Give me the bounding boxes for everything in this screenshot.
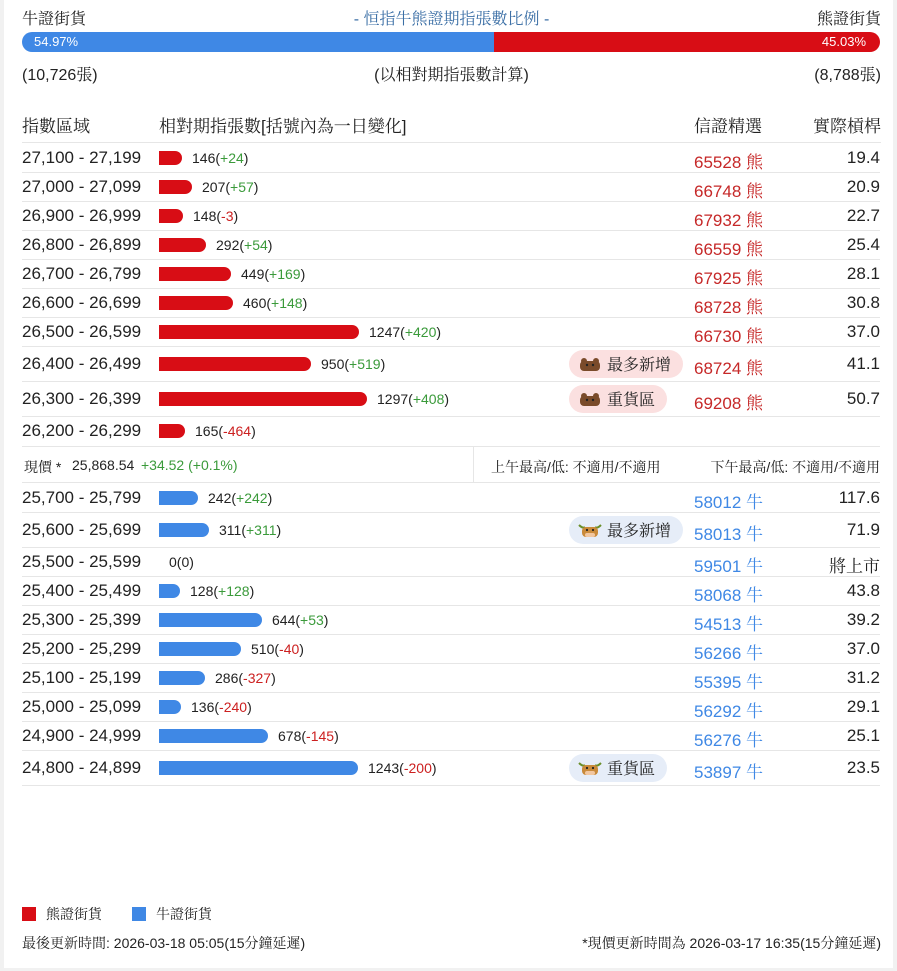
change-text: +57 — [230, 178, 254, 195]
bear-icon — [577, 390, 603, 408]
bear-row — [22, 381, 880, 417]
range-label: 27,100 - 27,199 — [22, 147, 142, 167]
bear-icon — [577, 355, 603, 373]
contract-value: 1243(-200) — [368, 759, 437, 776]
bear-bar — [159, 296, 233, 310]
warrant-code-link[interactable]: 67925 熊 — [694, 268, 763, 288]
change-text: 0 — [181, 553, 190, 570]
warrant-code-link[interactable]: 66559 熊 — [694, 239, 763, 259]
leverage-value: 30.8 — [846, 292, 880, 312]
bear-row — [22, 416, 880, 447]
contract-value: 148(-3) — [193, 207, 239, 224]
bull-bar — [159, 613, 262, 627]
badge-label: 最多新增 — [607, 523, 672, 540]
value-text: 950 — [321, 355, 345, 372]
bear-row — [22, 317, 880, 347]
change-text: +148 — [271, 294, 303, 311]
bull-bar — [159, 491, 198, 505]
bull-bar — [159, 584, 180, 598]
chart-title: - 恒指牛熊證期指張數比例 - — [353, 11, 550, 28]
bull-row — [22, 512, 880, 548]
warrant-code-link[interactable]: 67932 熊 — [694, 210, 763, 230]
bull-icon — [577, 759, 603, 777]
heavy-zone-badge — [569, 754, 667, 782]
bear-legend-label: 熊證街貨 — [46, 906, 102, 922]
bear-row — [22, 201, 880, 231]
price-update: *現價更新時間為 2026-03-17 16:35(15分鐘延遲) — [582, 935, 881, 951]
change-text: +54 — [244, 236, 268, 253]
change-text: +242 — [236, 489, 268, 506]
range-label: 24,800 - 24,899 — [22, 757, 142, 777]
bear-bar — [159, 151, 182, 165]
warrant-code-link[interactable]: 68728 熊 — [694, 297, 763, 317]
contract-value: 460(+148) — [243, 294, 308, 311]
leverage-value: 37.0 — [846, 321, 880, 341]
change-text: +169 — [269, 265, 301, 282]
leverage-value: 23.5 — [846, 757, 880, 777]
warrant-code-link[interactable]: 58068 牛 — [694, 585, 763, 605]
warrant-code-link[interactable]: 66730 熊 — [694, 326, 763, 346]
bear-legend-swatch — [22, 907, 36, 921]
bull-row — [22, 750, 880, 786]
leverage-value: 71.9 — [846, 519, 880, 539]
warrant-code-link[interactable]: 69208 熊 — [694, 393, 763, 413]
contract-value: 0(0) — [169, 553, 194, 570]
contract-value: 286(-327) — [215, 669, 276, 686]
contract-value: 128(+128) — [190, 582, 255, 599]
contract-value: 449(+169) — [241, 265, 306, 282]
contract-value: 292(+54) — [216, 236, 273, 253]
contract-value: 1247(+420) — [369, 323, 442, 340]
value-text: 460 — [243, 294, 267, 311]
contract-value: 950(+519) — [321, 355, 386, 372]
value-text: 286 — [215, 669, 239, 686]
range-label: 26,700 - 26,799 — [22, 263, 142, 283]
range-label: 25,100 - 25,199 — [22, 667, 142, 687]
basis-note: (以相對期指張數計算) — [374, 67, 529, 84]
warrant-code-link[interactable]: 68724 熊 — [694, 358, 763, 378]
value-text: 136 — [191, 698, 215, 715]
bull-row — [22, 721, 880, 751]
change-text: -327 — [243, 669, 272, 686]
range-label: 26,500 - 26,599 — [22, 321, 142, 341]
leverage-value: 50.7 — [846, 388, 880, 408]
bear-ratio-segment: 45.03% — [494, 32, 880, 52]
bear-bar — [159, 325, 359, 339]
value-text: 644 — [272, 611, 296, 628]
change-text: -200 — [403, 759, 432, 776]
bull-label: 牛證街貨 — [22, 11, 87, 28]
change-text: -40 — [279, 640, 300, 657]
leverage-value: 19.4 — [846, 147, 880, 167]
contract-value: 678(-145) — [278, 727, 339, 744]
badge-label: 最多新增 — [607, 357, 672, 374]
value-text: 678 — [278, 727, 302, 744]
change-text: +420 — [404, 323, 437, 340]
range-label: 25,300 - 25,399 — [22, 609, 142, 629]
leverage-value: 43.8 — [846, 580, 880, 600]
range-label: 26,200 - 26,299 — [22, 421, 142, 440]
bull-legend-label: 牛證街貨 — [156, 906, 212, 922]
current-price: 25,868.54 — [72, 457, 135, 473]
warrant-code-link[interactable]: 56266 牛 — [694, 643, 763, 663]
bull-row — [22, 634, 880, 664]
range-label: 25,000 - 25,099 — [22, 696, 142, 716]
bull-icon — [577, 521, 603, 539]
leverage-value: 41.1 — [846, 353, 880, 373]
warrant-code-link[interactable]: 65528 熊 — [694, 152, 763, 172]
warrant-code-link[interactable]: 56292 牛 — [694, 701, 763, 721]
range-label: 26,600 - 26,699 — [22, 292, 142, 312]
warrant-code-link[interactable]: 56276 牛 — [694, 730, 763, 750]
bear-bar — [159, 209, 183, 223]
change-text: +311 — [246, 521, 277, 538]
last-update: 最後更新時間: 2026-03-18 05:05(15分鐘延遲) — [22, 935, 306, 951]
ratio-bar — [22, 32, 880, 52]
heavy-zone-badge — [569, 385, 667, 413]
col-contracts: 相對期指張數[括號內為一日變化] — [159, 117, 407, 136]
change-text: -3 — [221, 207, 234, 224]
change-text: +408 — [412, 390, 445, 407]
most-new-badge — [569, 350, 683, 378]
leverage-value: 20.9 — [846, 176, 880, 196]
am-high-low: 上午最高/低: 不適用/不適用 — [491, 459, 661, 475]
value-text: 1247 — [369, 323, 401, 340]
divider — [473, 446, 474, 482]
contract-value: 311(+311) — [219, 521, 282, 538]
range-label: 24,900 - 24,999 — [22, 725, 142, 745]
range-label: 25,500 - 25,599 — [22, 551, 142, 571]
range-label: 27,000 - 27,099 — [22, 176, 142, 196]
warrant-code-link[interactable]: 54513 牛 — [694, 614, 763, 634]
contract-value: 1297(+408) — [377, 390, 450, 407]
change-text: -240 — [219, 698, 248, 715]
bull-row — [22, 605, 880, 635]
bull-bar — [159, 700, 181, 714]
bull-ratio-segment: 54.97% — [22, 32, 494, 52]
leverage-value: 39.2 — [846, 609, 880, 629]
leverage-value: 37.0 — [846, 638, 880, 658]
current-label: 現價 * — [24, 459, 62, 475]
change-text: +53 — [300, 611, 324, 628]
value-text: 311 — [219, 521, 242, 538]
table-header — [22, 112, 881, 143]
value-text: 165 — [195, 423, 219, 439]
value-text: 0 — [169, 553, 177, 570]
change-text: +519 — [349, 355, 381, 372]
value-text: 146 — [192, 149, 216, 166]
range-label: 25,400 - 25,499 — [22, 580, 142, 600]
bear-bar — [159, 357, 311, 371]
range-label: 26,900 - 26,999 — [22, 205, 142, 225]
bear-label: 熊證街貨 — [816, 11, 881, 28]
value-text: 148 — [193, 207, 217, 224]
bull-row — [22, 692, 880, 722]
bull-bar — [159, 729, 268, 743]
bull-row — [22, 547, 880, 577]
bull-legend-swatch — [132, 907, 146, 921]
bear-bar — [159, 267, 231, 281]
col-pick: 信證精選 — [694, 117, 762, 136]
leverage-value: 31.2 — [846, 667, 880, 687]
bear-bar — [159, 424, 185, 438]
bear-row — [22, 346, 880, 382]
bull-row — [22, 483, 880, 513]
warrant-code-link[interactable]: 53897 牛 — [694, 762, 763, 782]
ratio-header — [22, 6, 881, 28]
leverage-value: 25.1 — [846, 725, 880, 745]
leverage-value: 29.1 — [846, 696, 880, 716]
bear-row — [22, 143, 880, 173]
badge-label: 重貨區 — [607, 392, 656, 409]
bull-row — [22, 576, 880, 606]
value-text: 510 — [251, 640, 275, 657]
value-text: 1297 — [377, 390, 409, 407]
leverage-value: 22.7 — [846, 205, 880, 225]
bull-bar — [159, 642, 241, 656]
bear-bar — [159, 392, 367, 406]
contract-value: 242(+242) — [208, 489, 273, 506]
col-range: 指數區域 — [22, 117, 90, 136]
leverage-value: 117.6 — [838, 487, 880, 507]
value-text: 1243 — [368, 759, 400, 776]
bear-bar — [159, 238, 206, 252]
bull-bar — [159, 761, 358, 775]
warrant-code-link[interactable]: 55395 牛 — [694, 672, 763, 692]
contract-value: 644(+53) — [272, 611, 329, 628]
bear-row — [22, 172, 880, 202]
col-leverage: 實際槓桿 — [813, 117, 881, 136]
change-text: -464 — [223, 423, 252, 439]
bull-row — [22, 663, 880, 693]
current-change: +34.52 (+0.1%) — [141, 457, 238, 473]
most-new-badge — [569, 516, 683, 544]
bull-count: (10,726張) — [22, 67, 98, 84]
bear-row — [22, 288, 880, 318]
badge-label: 重貨區 — [607, 761, 656, 778]
change-text: -145 — [306, 727, 335, 744]
value-text: 207 — [202, 178, 226, 195]
range-label: 26,800 - 26,899 — [22, 234, 142, 254]
contract-value: 510(-40) — [251, 640, 304, 657]
bear-row — [22, 230, 880, 260]
value-text: 449 — [241, 265, 265, 282]
contract-value: 146(+24) — [192, 149, 249, 166]
leverage-value: 28.1 — [846, 263, 880, 283]
pm-high-low: 下午最高/低: 不適用/不適用 — [710, 459, 880, 475]
leverage-value: 將上市 — [829, 556, 880, 576]
value-text: 292 — [216, 236, 240, 253]
bull-bar — [159, 523, 209, 537]
range-label: 26,400 - 26,499 — [22, 353, 142, 373]
warrant-code-link[interactable]: 66748 熊 — [694, 181, 763, 201]
warrant-code-link[interactable]: 58012 牛 — [694, 492, 763, 512]
bear-count: (8,788張) — [814, 67, 881, 84]
value-text: 128 — [190, 582, 214, 599]
range-label: 25,700 - 25,799 — [22, 487, 142, 507]
bear-row — [22, 259, 880, 289]
range-label: 25,200 - 25,299 — [22, 638, 142, 658]
contract-value: 207(+57) — [202, 178, 259, 195]
legend — [22, 904, 212, 924]
range-label: 26,300 - 26,399 — [22, 388, 142, 408]
change-text: +128 — [218, 582, 250, 599]
warrant-code-link[interactable]: 58013 牛 — [694, 524, 763, 544]
contract-value: 136(-240) — [191, 698, 252, 715]
leverage-value: 25.4 — [846, 234, 880, 254]
range-label: 25,600 - 25,699 — [22, 519, 142, 539]
bull-bar — [159, 671, 205, 685]
change-text: +24 — [220, 149, 244, 166]
contract-value: 165(-464) — [195, 423, 256, 439]
warrant-code-link[interactable]: 59501 牛 — [694, 556, 763, 576]
value-text: 242 — [208, 489, 232, 506]
bear-bar — [159, 180, 192, 194]
current-price-row — [22, 446, 880, 483]
